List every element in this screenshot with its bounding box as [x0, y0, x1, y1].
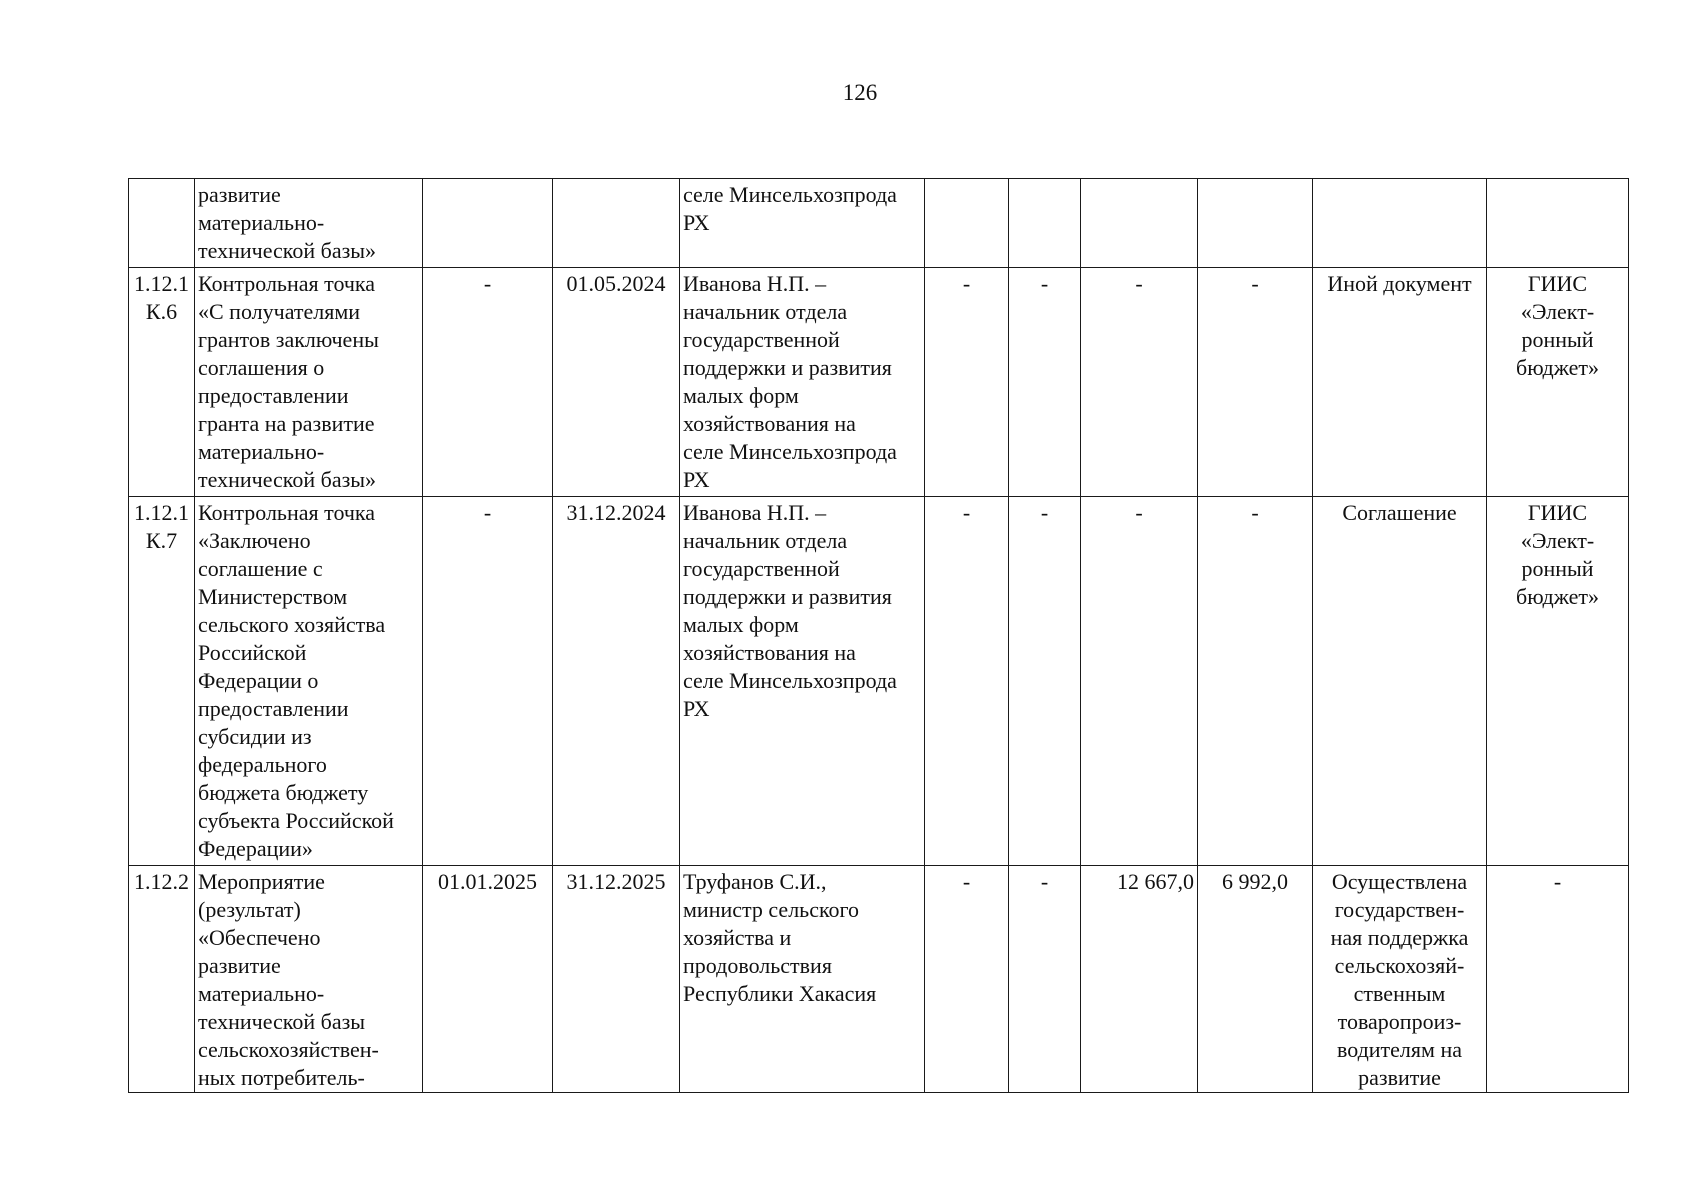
value-cell-2 — [1009, 179, 1081, 268]
system-cell: - — [1487, 866, 1629, 1093]
end-date-cell: 31.12.2024 — [553, 497, 680, 866]
value-cell-2: - — [1009, 268, 1081, 497]
system-cell: ГИИС «Элект- ронный бюджет» — [1487, 497, 1629, 866]
value-cell-3 — [1081, 179, 1198, 268]
responsible-cell: Иванова Н.П. – начальник отдела государственной поддержки и развития малых форм хозяйствования на селе Минсельхозпрода РХ — [680, 497, 925, 866]
plan-table — [128, 178, 1629, 1093]
value-cell-1: - — [925, 866, 1009, 1093]
value-cell-2: - — [1009, 866, 1081, 1093]
system-cell: ГИИС «Элект- ронный бюджет» — [1487, 268, 1629, 497]
responsible-cell: Иванова Н.П. – начальник отдела государственной поддержки и развития малых форм хозяйствования на селе Минсельхозпрода РХ — [680, 268, 925, 497]
event-name-cell: Мероприятие (результат) «Обеспечено развитие материально- технической базы сельскохозяйствен- ных потребитель- — [195, 866, 423, 1093]
table-row — [129, 497, 1629, 866]
end-date-cell — [553, 179, 680, 268]
table-row — [129, 179, 1629, 268]
result-cell: Осуществлена государствен- ная поддержка сельскохозяй- ственным товаропроиз- водителям на развитие — [1313, 866, 1487, 1093]
event-name-cell: Контрольная точка «Заключено соглашение с Министерством сельского хозяйства Российской Федерации о предоставлении субсидии из федерального бюджета бюджету субъекта Российской Федерации» — [195, 497, 423, 866]
value-cell-1: - — [925, 268, 1009, 497]
value-cell-4: - — [1198, 268, 1313, 497]
value-cell-2: - — [1009, 497, 1081, 866]
start-date-cell: 01.01.2025 — [423, 866, 553, 1093]
row-number-cell: 1.12.1 К.7 — [129, 497, 195, 866]
value-cell-3: - — [1081, 497, 1198, 866]
value-cell-4 — [1198, 179, 1313, 268]
row-number-cell: 1.12.1 К.6 — [129, 268, 195, 497]
event-name-cell: развитие материально- технической базы» — [195, 179, 423, 268]
value-cell-1 — [925, 179, 1009, 268]
value-cell-4: - — [1198, 497, 1313, 866]
result-cell — [1313, 179, 1487, 268]
row-number-cell: 1.12.2 — [129, 866, 195, 1093]
end-date-cell: 01.05.2024 — [553, 268, 680, 497]
value-cell-1: - — [925, 497, 1009, 866]
row-number-cell — [129, 179, 195, 268]
event-name-cell: Контрольная точка «С получателями грантов заключены соглашения о предоставлении гранта на развитие материально- технической базы» — [195, 268, 423, 497]
page-number: 126 — [842, 80, 878, 105]
end-date-cell: 31.12.2025 — [553, 866, 680, 1093]
system-cell — [1487, 179, 1629, 268]
result-cell: Иной документ — [1313, 268, 1487, 497]
value-cell-3: 12 667,0 — [1081, 866, 1198, 1093]
result-cell: Соглашение — [1313, 497, 1487, 866]
start-date-cell: - — [423, 268, 553, 497]
start-date-cell: - — [423, 497, 553, 866]
value-cell-3: - — [1081, 268, 1198, 497]
responsible-cell: Труфанов С.И., министр сельского хозяйства и продовольствия Республики Хакасия — [680, 866, 925, 1093]
table-row — [129, 268, 1629, 497]
responsible-cell: селе Минсельхозпрода РХ — [680, 179, 925, 268]
start-date-cell — [423, 179, 553, 268]
value-cell-4: 6 992,0 — [1198, 866, 1313, 1093]
table-row — [129, 866, 1629, 1093]
